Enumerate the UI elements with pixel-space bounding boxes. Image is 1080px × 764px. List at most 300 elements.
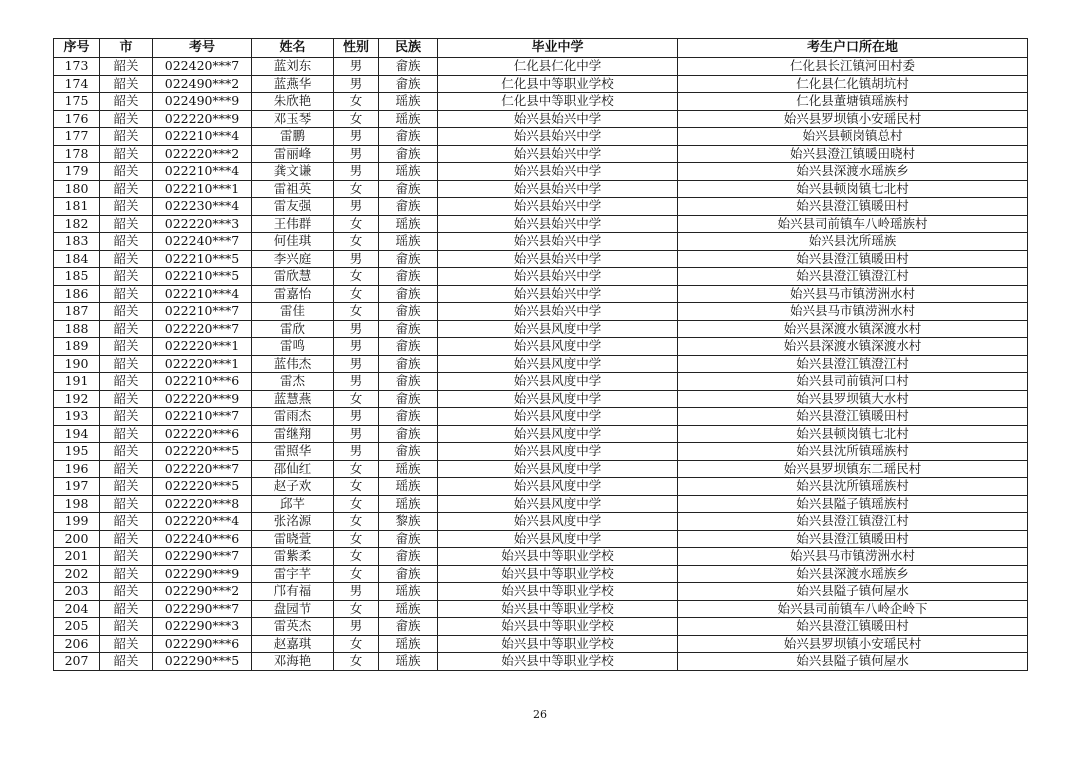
table-cell: 韶关 bbox=[100, 530, 153, 548]
table-cell: 194 bbox=[54, 425, 100, 443]
table-cell: 191 bbox=[54, 373, 100, 391]
table-cell: 畲族 bbox=[379, 443, 438, 461]
table-cell: 始兴县中等职业学校 bbox=[438, 565, 678, 583]
table-cell: 畲族 bbox=[379, 320, 438, 338]
table-cell: 韶关 bbox=[100, 478, 153, 496]
table-cell: 畲族 bbox=[379, 338, 438, 356]
table-row bbox=[54, 565, 1028, 583]
table-cell: 畲族 bbox=[379, 58, 438, 76]
table-cell: 男 bbox=[334, 250, 379, 268]
table-cell: 韶关 bbox=[100, 513, 153, 531]
table-header-row bbox=[54, 39, 1028, 58]
table-cell: 始兴县风度中学 bbox=[438, 408, 678, 426]
table-cell: 蓝慧燕 bbox=[252, 390, 334, 408]
table-cell: 022220***5 bbox=[153, 478, 252, 496]
table-cell: 韶关 bbox=[100, 110, 153, 128]
header-cell: 序号 bbox=[54, 39, 100, 58]
table-cell: 畲族 bbox=[379, 180, 438, 198]
table-cell: 畲族 bbox=[379, 373, 438, 391]
table-cell: 始兴县澄江镇澄江村 bbox=[678, 268, 1028, 286]
table-cell: 李兴庭 bbox=[252, 250, 334, 268]
table-cell: 邱芊 bbox=[252, 495, 334, 513]
table-cell: 206 bbox=[54, 635, 100, 653]
table-row bbox=[54, 93, 1028, 111]
table-cell: 何佳琪 bbox=[252, 233, 334, 251]
table-cell: 022240***6 bbox=[153, 530, 252, 548]
table-cell: 瑶族 bbox=[379, 460, 438, 478]
page-number: 26 bbox=[533, 708, 547, 721]
table-cell: 赵嘉琪 bbox=[252, 635, 334, 653]
table-cell: 雷英杰 bbox=[252, 618, 334, 636]
table-cell: 始兴县马市镇涝洲水村 bbox=[678, 285, 1028, 303]
table-cell: 始兴县始兴中学 bbox=[438, 128, 678, 146]
table-cell: 始兴县始兴中学 bbox=[438, 250, 678, 268]
table-cell: 蓝伟杰 bbox=[252, 355, 334, 373]
table-cell: 022220***2 bbox=[153, 145, 252, 163]
table-cell: 瑶族 bbox=[379, 653, 438, 671]
table-cell: 始兴县澄江镇暖田晓村 bbox=[678, 145, 1028, 163]
table-cell: 韶关 bbox=[100, 443, 153, 461]
table-cell: 雷晓萱 bbox=[252, 530, 334, 548]
table-row bbox=[54, 145, 1028, 163]
table-cell: 始兴县始兴中学 bbox=[438, 303, 678, 321]
table-cell: 仁化县仁化镇胡坑村 bbox=[678, 75, 1028, 93]
table-cell: 韶关 bbox=[100, 303, 153, 321]
table-cell: 女 bbox=[334, 303, 379, 321]
table-cell: 始兴县澄江镇暖田村 bbox=[678, 408, 1028, 426]
table-cell: 畲族 bbox=[379, 355, 438, 373]
table-cell: 始兴县中等职业学校 bbox=[438, 600, 678, 618]
table-cell: 201 bbox=[54, 548, 100, 566]
table-cell: 雷继翔 bbox=[252, 425, 334, 443]
table-cell: 188 bbox=[54, 320, 100, 338]
table-cell: 022220***8 bbox=[153, 495, 252, 513]
table-cell: 174 bbox=[54, 75, 100, 93]
table-cell: 韶关 bbox=[100, 460, 153, 478]
table-cell: 黎族 bbox=[379, 513, 438, 531]
table-row bbox=[54, 495, 1028, 513]
table-row bbox=[54, 320, 1028, 338]
table-cell: 男 bbox=[334, 373, 379, 391]
table-cell: 192 bbox=[54, 390, 100, 408]
table-cell: 始兴县澄江镇暖田村 bbox=[678, 530, 1028, 548]
table-cell: 女 bbox=[334, 285, 379, 303]
table-cell: 雷友强 bbox=[252, 198, 334, 216]
table-cell: 畲族 bbox=[379, 75, 438, 93]
table-cell: 204 bbox=[54, 600, 100, 618]
table-cell: 畲族 bbox=[379, 198, 438, 216]
table-cell: 始兴县风度中学 bbox=[438, 530, 678, 548]
table-cell: 始兴县马市镇涝洲水村 bbox=[678, 303, 1028, 321]
table-cell: 瑶族 bbox=[379, 93, 438, 111]
table-cell: 韶关 bbox=[100, 653, 153, 671]
table-cell: 始兴县沈所镇瑶族村 bbox=[678, 443, 1028, 461]
table-row bbox=[54, 163, 1028, 181]
table-row bbox=[54, 548, 1028, 566]
header-cell: 性别 bbox=[334, 39, 379, 58]
table-cell: 022220***4 bbox=[153, 513, 252, 531]
table-cell: 178 bbox=[54, 145, 100, 163]
table-row bbox=[54, 338, 1028, 356]
table-cell: 022210***6 bbox=[153, 373, 252, 391]
table-row bbox=[54, 198, 1028, 216]
table-cell: 畲族 bbox=[379, 145, 438, 163]
table-cell: 雷欣慧 bbox=[252, 268, 334, 286]
table-cell: 女 bbox=[334, 513, 379, 531]
table-cell: 畲族 bbox=[379, 425, 438, 443]
table-cell: 207 bbox=[54, 653, 100, 671]
table-cell: 195 bbox=[54, 443, 100, 461]
table-row bbox=[54, 408, 1028, 426]
table-cell: 男 bbox=[334, 618, 379, 636]
table-cell: 女 bbox=[334, 460, 379, 478]
table-row bbox=[54, 215, 1028, 233]
table-cell: 仁化县长江镇河田村委 bbox=[678, 58, 1028, 76]
table-cell: 始兴县风度中学 bbox=[438, 355, 678, 373]
table-cell: 女 bbox=[334, 110, 379, 128]
table-cell: 韶关 bbox=[100, 600, 153, 618]
table-cell: 女 bbox=[334, 530, 379, 548]
table-row bbox=[54, 600, 1028, 618]
table-cell: 男 bbox=[334, 320, 379, 338]
table-cell: 畲族 bbox=[379, 530, 438, 548]
table-cell: 韶关 bbox=[100, 128, 153, 146]
header-cell: 姓名 bbox=[252, 39, 334, 58]
table-cell: 022490***9 bbox=[153, 93, 252, 111]
table-cell: 193 bbox=[54, 408, 100, 426]
table-cell: 韶关 bbox=[100, 75, 153, 93]
table-row bbox=[54, 75, 1028, 93]
table-cell: 177 bbox=[54, 128, 100, 146]
table-cell: 蓝刘东 bbox=[252, 58, 334, 76]
table-cell: 男 bbox=[334, 338, 379, 356]
table-cell: 韶关 bbox=[100, 285, 153, 303]
table-cell: 仁化县董塘镇瑶族村 bbox=[678, 93, 1028, 111]
table-cell: 畲族 bbox=[379, 268, 438, 286]
table-cell: 韶关 bbox=[100, 320, 153, 338]
table-row bbox=[54, 635, 1028, 653]
table-cell: 始兴县中等职业学校 bbox=[438, 635, 678, 653]
table-cell: 始兴县始兴中学 bbox=[438, 198, 678, 216]
table-cell: 始兴县风度中学 bbox=[438, 425, 678, 443]
table-cell: 女 bbox=[334, 390, 379, 408]
table-cell: 雷嘉怡 bbox=[252, 285, 334, 303]
table-cell: 女 bbox=[334, 635, 379, 653]
table-cell: 邓海艳 bbox=[252, 653, 334, 671]
table-cell: 始兴县顿岗镇总村 bbox=[678, 128, 1028, 146]
table-cell: 始兴县深渡水镇深渡水村 bbox=[678, 338, 1028, 356]
table-cell: 雷祖英 bbox=[252, 180, 334, 198]
table-cell: 赵子欢 bbox=[252, 478, 334, 496]
table-cell: 200 bbox=[54, 530, 100, 548]
table-cell: 始兴县沈所镇瑶族村 bbox=[678, 478, 1028, 496]
table-cell: 男 bbox=[334, 128, 379, 146]
table-cell: 022220***6 bbox=[153, 425, 252, 443]
table-cell: 022290***3 bbox=[153, 618, 252, 636]
table-cell: 王伟群 bbox=[252, 215, 334, 233]
table-row bbox=[54, 443, 1028, 461]
table-cell: 始兴县风度中学 bbox=[438, 390, 678, 408]
table-cell: 女 bbox=[334, 215, 379, 233]
table-cell: 雷鹏 bbox=[252, 128, 334, 146]
table-cell: 畲族 bbox=[379, 408, 438, 426]
table-cell: 女 bbox=[334, 495, 379, 513]
table-cell: 始兴县始兴中学 bbox=[438, 110, 678, 128]
table-cell: 始兴县始兴中学 bbox=[438, 285, 678, 303]
table-cell: 始兴县风度中学 bbox=[438, 495, 678, 513]
table-cell: 022220***9 bbox=[153, 110, 252, 128]
table-cell: 邵仙红 bbox=[252, 460, 334, 478]
table-cell: 瑶族 bbox=[379, 495, 438, 513]
table-cell: 男 bbox=[334, 58, 379, 76]
table-cell: 瑶族 bbox=[379, 635, 438, 653]
table-cell: 始兴县马市镇涝洲水村 bbox=[678, 548, 1028, 566]
table-cell: 仁化县仁化中学 bbox=[438, 58, 678, 76]
table-cell: 畲族 bbox=[379, 565, 438, 583]
table-cell: 176 bbox=[54, 110, 100, 128]
table-cell: 始兴县深渡水镇深渡水村 bbox=[678, 320, 1028, 338]
table-cell: 男 bbox=[334, 198, 379, 216]
table-cell: 始兴县风度中学 bbox=[438, 513, 678, 531]
table-cell: 022290***2 bbox=[153, 583, 252, 601]
table-cell: 186 bbox=[54, 285, 100, 303]
table-cell: 仁化县中等职业学校 bbox=[438, 93, 678, 111]
table-cell: 始兴县顿岗镇七北村 bbox=[678, 180, 1028, 198]
table-cell: 邝有福 bbox=[252, 583, 334, 601]
table-cell: 女 bbox=[334, 600, 379, 618]
table-cell: 始兴县司前镇河口村 bbox=[678, 373, 1028, 391]
table-cell: 韶关 bbox=[100, 58, 153, 76]
table-cell: 196 bbox=[54, 460, 100, 478]
table-row bbox=[54, 355, 1028, 373]
table-cell: 瑶族 bbox=[379, 478, 438, 496]
table-cell: 022210***1 bbox=[153, 180, 252, 198]
table-cell: 始兴县隘子镇瑶族村 bbox=[678, 495, 1028, 513]
table-cell: 女 bbox=[334, 653, 379, 671]
table-cell: 畲族 bbox=[379, 618, 438, 636]
table-cell: 始兴县中等职业学校 bbox=[438, 583, 678, 601]
table-cell: 畲族 bbox=[379, 303, 438, 321]
table-cell: 205 bbox=[54, 618, 100, 636]
table-row bbox=[54, 180, 1028, 198]
table-cell: 韶关 bbox=[100, 373, 153, 391]
table-cell: 始兴县司前镇车八岭企岭下 bbox=[678, 600, 1028, 618]
table-cell: 022290***6 bbox=[153, 635, 252, 653]
table-cell: 022290***7 bbox=[153, 600, 252, 618]
table-cell: 雷欣 bbox=[252, 320, 334, 338]
table-cell: 男 bbox=[334, 355, 379, 373]
table-cell: 始兴县深渡水瑶族乡 bbox=[678, 565, 1028, 583]
table-cell: 女 bbox=[334, 233, 379, 251]
table-cell: 始兴县风度中学 bbox=[438, 373, 678, 391]
table-cell: 韶关 bbox=[100, 268, 153, 286]
table-cell: 181 bbox=[54, 198, 100, 216]
table-cell: 始兴县中等职业学校 bbox=[438, 653, 678, 671]
table-cell: 韶关 bbox=[100, 635, 153, 653]
table-cell: 022490***2 bbox=[153, 75, 252, 93]
table-cell: 瑶族 bbox=[379, 583, 438, 601]
table-cell: 韶关 bbox=[100, 198, 153, 216]
table-cell: 始兴县沈所瑶族 bbox=[678, 233, 1028, 251]
table-cell: 始兴县澄江镇暖田村 bbox=[678, 198, 1028, 216]
table-cell: 男 bbox=[334, 145, 379, 163]
table-cell: 022220***7 bbox=[153, 460, 252, 478]
table-cell: 始兴县顿岗镇七北村 bbox=[678, 425, 1028, 443]
table-cell: 始兴县始兴中学 bbox=[438, 180, 678, 198]
table-row bbox=[54, 285, 1028, 303]
table-cell: 始兴县中等职业学校 bbox=[438, 618, 678, 636]
table-row bbox=[54, 425, 1028, 443]
table-cell: 张洺源 bbox=[252, 513, 334, 531]
table-cell: 始兴县隘子镇何屋水 bbox=[678, 653, 1028, 671]
table-cell: 183 bbox=[54, 233, 100, 251]
table-cell: 男 bbox=[334, 443, 379, 461]
table-row bbox=[54, 530, 1028, 548]
table-cell: 187 bbox=[54, 303, 100, 321]
table-cell: 女 bbox=[334, 180, 379, 198]
table-cell: 瑶族 bbox=[379, 233, 438, 251]
table-cell: 韶关 bbox=[100, 355, 153, 373]
table-cell: 瑶族 bbox=[379, 110, 438, 128]
table-cell: 始兴县风度中学 bbox=[438, 320, 678, 338]
table-cell: 022220***9 bbox=[153, 390, 252, 408]
header-cell: 考生户口所在地 bbox=[678, 39, 1028, 58]
table-cell: 始兴县澄江镇暖田村 bbox=[678, 618, 1028, 636]
table-cell: 畲族 bbox=[379, 390, 438, 408]
table-cell: 畲族 bbox=[379, 250, 438, 268]
table-row bbox=[54, 583, 1028, 601]
table-cell: 始兴县澄江镇澄江村 bbox=[678, 513, 1028, 531]
table-row bbox=[54, 618, 1028, 636]
table-cell: 022290***5 bbox=[153, 653, 252, 671]
table-cell: 雷照华 bbox=[252, 443, 334, 461]
table-cell: 022240***7 bbox=[153, 233, 252, 251]
header-cell: 毕业中学 bbox=[438, 39, 678, 58]
table-cell: 韶关 bbox=[100, 250, 153, 268]
table-cell: 朱欣艳 bbox=[252, 93, 334, 111]
table-cell: 始兴县始兴中学 bbox=[438, 215, 678, 233]
table-cell: 男 bbox=[334, 583, 379, 601]
table-cell: 202 bbox=[54, 565, 100, 583]
table-cell: 韶关 bbox=[100, 408, 153, 426]
table-row bbox=[54, 303, 1028, 321]
table-cell: 始兴县风度中学 bbox=[438, 478, 678, 496]
table-row bbox=[54, 128, 1028, 146]
table-cell: 始兴县司前镇车八岭瑶族村 bbox=[678, 215, 1028, 233]
table-cell: 022220***3 bbox=[153, 215, 252, 233]
table-cell: 190 bbox=[54, 355, 100, 373]
table-cell: 韶关 bbox=[100, 618, 153, 636]
table-cell: 韶关 bbox=[100, 425, 153, 443]
table-cell: 男 bbox=[334, 408, 379, 426]
table-cell: 韶关 bbox=[100, 495, 153, 513]
table-cell: 女 bbox=[334, 478, 379, 496]
table-cell: 175 bbox=[54, 93, 100, 111]
table-row bbox=[54, 250, 1028, 268]
table-cell: 173 bbox=[54, 58, 100, 76]
table-cell: 189 bbox=[54, 338, 100, 356]
table-row bbox=[54, 390, 1028, 408]
table-cell: 始兴县罗坝镇小安瑶民村 bbox=[678, 635, 1028, 653]
table-cell: 始兴县风度中学 bbox=[438, 460, 678, 478]
header-cell: 市 bbox=[100, 39, 153, 58]
table-cell: 男 bbox=[334, 425, 379, 443]
table-cell: 男 bbox=[334, 163, 379, 181]
table-cell: 022210***4 bbox=[153, 285, 252, 303]
table-body bbox=[54, 58, 1028, 671]
table-cell: 韶关 bbox=[100, 163, 153, 181]
table-cell: 始兴县罗坝镇小安瑶民村 bbox=[678, 110, 1028, 128]
table-cell: 韶关 bbox=[100, 338, 153, 356]
table-cell: 仁化县中等职业学校 bbox=[438, 75, 678, 93]
table-cell: 始兴县澄江镇澄江村 bbox=[678, 355, 1028, 373]
table-cell: 始兴县风度中学 bbox=[438, 338, 678, 356]
table-cell: 雷杰 bbox=[252, 373, 334, 391]
table-cell: 182 bbox=[54, 215, 100, 233]
table-cell: 始兴县深渡水瑶族乡 bbox=[678, 163, 1028, 181]
table-cell: 龚文谦 bbox=[252, 163, 334, 181]
table-cell: 畲族 bbox=[379, 285, 438, 303]
table-cell: 022210***4 bbox=[153, 128, 252, 146]
table-cell: 022210***5 bbox=[153, 268, 252, 286]
table-row bbox=[54, 373, 1028, 391]
table-row bbox=[54, 233, 1028, 251]
table-cell: 203 bbox=[54, 583, 100, 601]
table-cell: 始兴县始兴中学 bbox=[438, 163, 678, 181]
table-cell: 韶关 bbox=[100, 583, 153, 601]
table-cell: 韶关 bbox=[100, 548, 153, 566]
table-cell: 022210***7 bbox=[153, 408, 252, 426]
table-cell: 始兴县始兴中学 bbox=[438, 233, 678, 251]
table-cell: 蓝燕华 bbox=[252, 75, 334, 93]
table-cell: 瑶族 bbox=[379, 163, 438, 181]
table-cell: 197 bbox=[54, 478, 100, 496]
table-cell: 179 bbox=[54, 163, 100, 181]
table-cell: 022220***7 bbox=[153, 320, 252, 338]
table-cell: 邓玉琴 bbox=[252, 110, 334, 128]
table-cell: 022210***7 bbox=[153, 303, 252, 321]
table-cell: 199 bbox=[54, 513, 100, 531]
table-cell: 022210***4 bbox=[153, 163, 252, 181]
table-cell: 雷鸣 bbox=[252, 338, 334, 356]
table-cell: 韶关 bbox=[100, 565, 153, 583]
table-row bbox=[54, 653, 1028, 671]
table-cell: 180 bbox=[54, 180, 100, 198]
table-cell: 022220***5 bbox=[153, 443, 252, 461]
header-cell: 考号 bbox=[153, 39, 252, 58]
table-cell: 022210***5 bbox=[153, 250, 252, 268]
table-cell: 始兴县澄江镇暖田村 bbox=[678, 250, 1028, 268]
table-row bbox=[54, 460, 1028, 478]
table-cell: 185 bbox=[54, 268, 100, 286]
table-cell: 雷丽峰 bbox=[252, 145, 334, 163]
student-roster-table bbox=[53, 38, 1028, 671]
table-cell: 198 bbox=[54, 495, 100, 513]
table-cell: 022420***7 bbox=[153, 58, 252, 76]
table-cell: 022220***1 bbox=[153, 338, 252, 356]
table-row bbox=[54, 58, 1028, 76]
table-cell: 始兴县罗坝镇大水村 bbox=[678, 390, 1028, 408]
table-cell: 雷佳 bbox=[252, 303, 334, 321]
table-cell: 盘园节 bbox=[252, 600, 334, 618]
table-cell: 022230***4 bbox=[153, 198, 252, 216]
table-cell: 始兴县罗坝镇东二瑶民村 bbox=[678, 460, 1028, 478]
table-row bbox=[54, 513, 1028, 531]
table-cell: 女 bbox=[334, 268, 379, 286]
table-cell: 184 bbox=[54, 250, 100, 268]
table-row bbox=[54, 268, 1028, 286]
table-cell: 始兴县始兴中学 bbox=[438, 268, 678, 286]
